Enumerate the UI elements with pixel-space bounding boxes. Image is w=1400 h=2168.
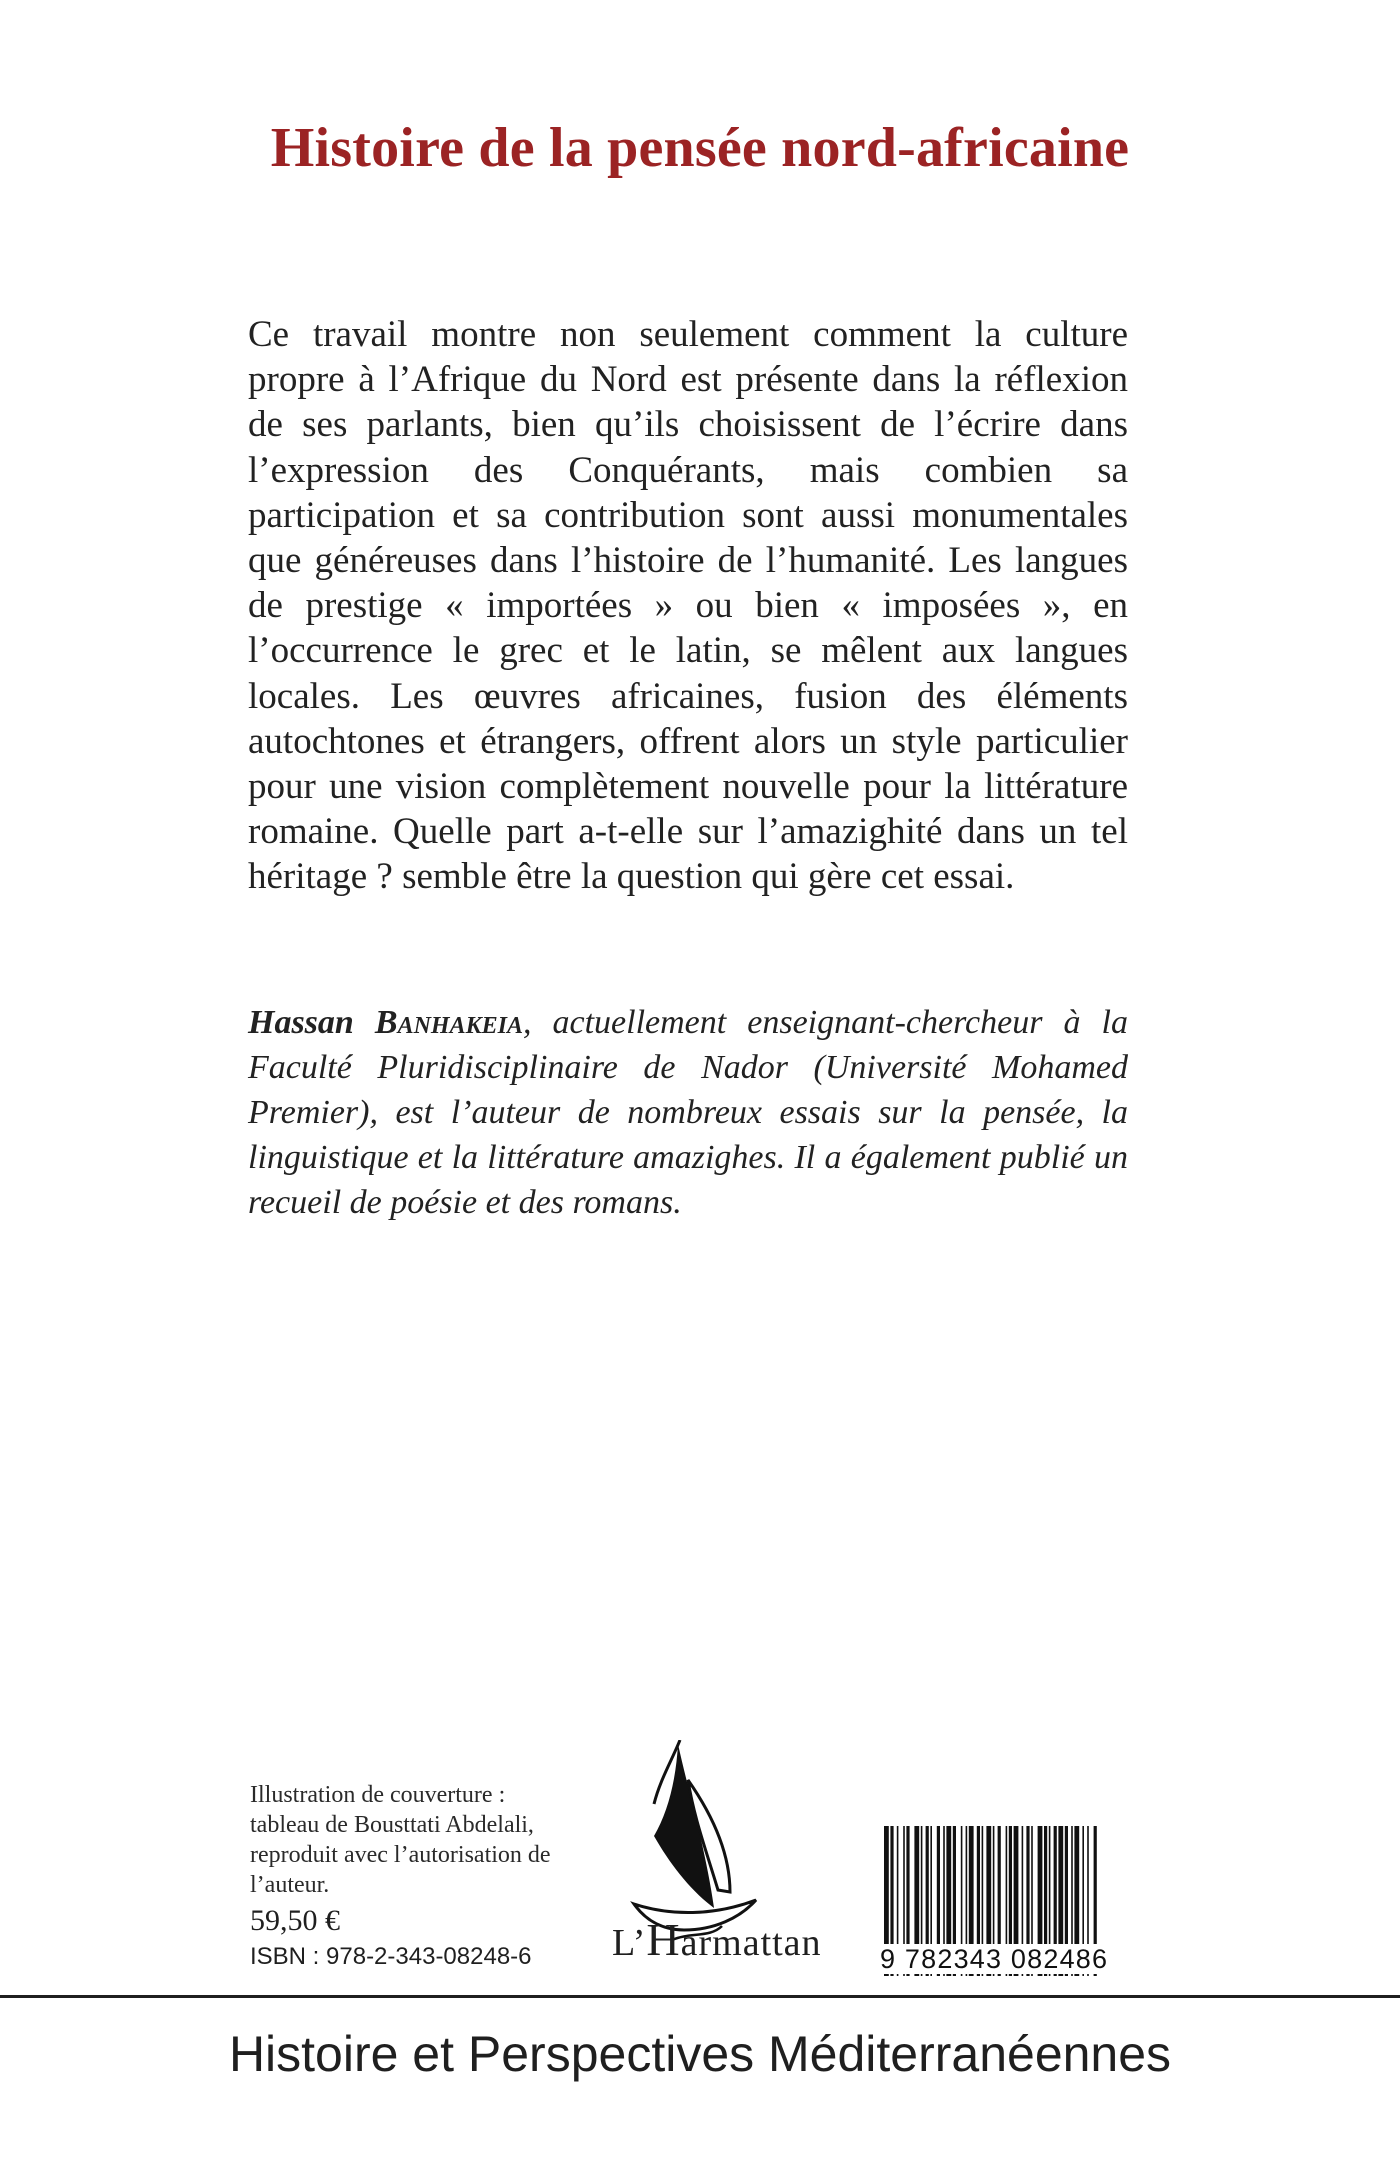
author-last-name: Banhakeia <box>374 1004 523 1041</box>
author-bio <box>248 1000 1128 1225</box>
illustration-credit <box>250 1780 590 1900</box>
isbn: ISBN : 978-2-343-08248-6 <box>250 1943 532 1970</box>
credit-line: reproduit avec l’autorisation de <box>250 1842 551 1868</box>
credit-line: tableau de Bousttati Abdelali, <box>250 1812 534 1838</box>
author-first-name: Hassan <box>248 1004 354 1041</box>
barcode-digits: 9 782343 082486 <box>880 1944 1142 1974</box>
credit-line: Illustration de couverture : <box>250 1782 506 1808</box>
author-bio-text: , actuellement enseignant-chercheur à la Faculté Pluridisciplinaire de Nador (Université Mohamed Premier), est l’auteur de nombreux essais sur la pensée, la linguistique et la littérature amazighes. Il a également publié un recueil de poésie et des romans. <box>248 1004 1129 1221</box>
publisher-prefix: L’ <box>612 1922 647 1964</box>
publisher-name <box>612 1914 822 1965</box>
divider <box>0 1995 1400 1998</box>
series-title: Histoire et Perspectives Méditerranéennes <box>228 2026 1172 2082</box>
credit-line: l’auteur. <box>250 1872 330 1898</box>
price: 59,50 € <box>250 1904 340 1937</box>
publisher-rest: armattan <box>680 1922 822 1964</box>
book-title: Histoire de la pensée nord-africaine <box>270 117 1130 179</box>
publisher-initial: H <box>646 1914 681 1965</box>
back-cover-blurb: Ce travail montre non seulement comment la culture propre à l’Afrique du Nord est présente dans la réflexion de ses parlants, bien qu’ils choisissent de l’écrire dans l’expression des Conquérants, mais combien sa participation et sa contribution sont aussi monumentales que généreuses dans l’histoire de l’humanité. Les langues de prestige « importées » ou bien « imposées », en l’occurrence le grec et le latin, se mêlent aux langues locales. Les œuvres africaines, fusion des éléments autochtones et étrangers, offrent alors un style particulier pour une vision complètement nouvelle pour la littérature romaine. Quelle part a-t-elle sur l’amazighité dans un tel héritage ? semble être la question qui gère cet essai. <box>248 314 1128 898</box>
